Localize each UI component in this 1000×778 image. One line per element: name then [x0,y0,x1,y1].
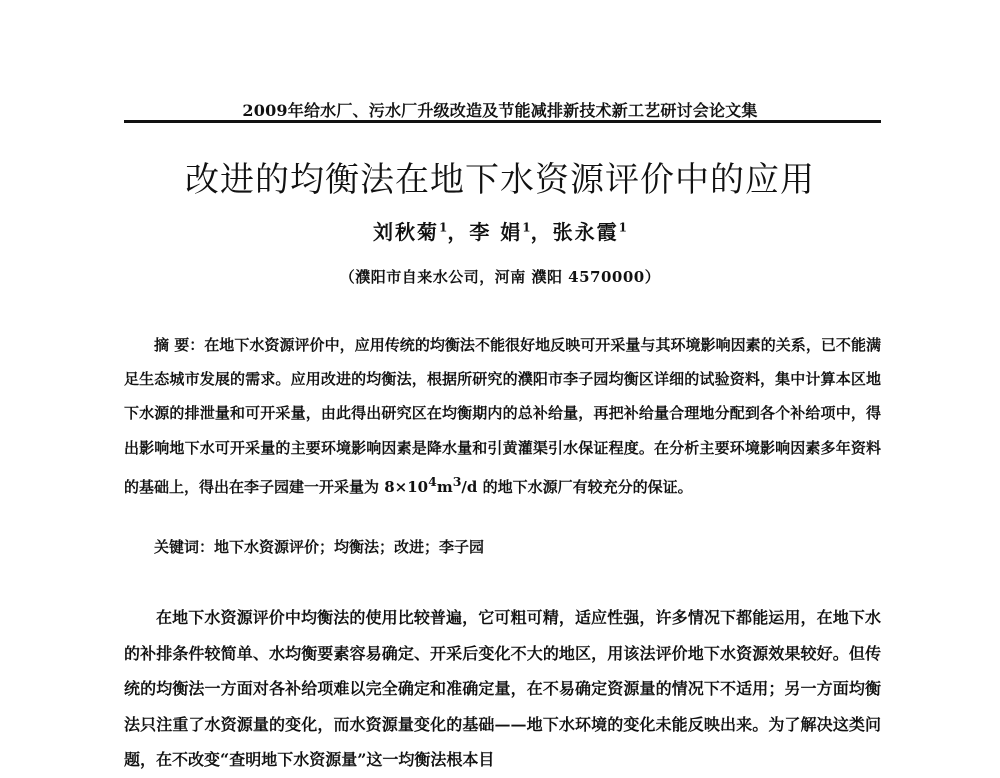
abstract-unit: m [436,477,453,496]
abstract [124,328,881,504]
author-name: 李 娟 [469,220,523,244]
affiliation: （濮阳市自来水公司，河南 濮阳 4570000） [339,268,661,286]
author-affil-mark: 1 [618,220,628,235]
author-name: 张永霞 [552,220,619,244]
keywords-label: 关键词： [154,538,215,556]
abstract-exponent: 4 [428,473,437,489]
running-header: 2009年给水厂、污水厂升级改造及节能减排新技术新工艺研讨会论文集 [242,101,758,120]
header-rule [124,120,881,123]
article-title: 改进的均衡法在地下水资源评价中的应用 [185,160,815,200]
author-affil-mark: 1 [438,220,448,235]
abstract-exponent: 3 [452,473,462,489]
author-separator: ， [447,220,470,244]
abstract-label: 摘 要： [154,336,205,354]
body-paragraph: 在地下水资源评价中均衡法的使用比较普遍，它可粗可精，适应性强，许多情况下都能运用，在地下水的补排条件较简单、水均衡要素容易确定、开采后变化不大的地区，用该法评价地下水资源效果较好。但传统的均衡法一方面对各补给项难以完全确定和准确定量，在不易确定资源量的情况下不适用；另一方面均衡法只注重了水资源量的变化，而水资源量变化的基础——地下水环境的变化未能反映出来。为了解决这类问题，在不改变“查明地下水资源量”这一均衡法根本目 [124,608,881,769]
author-list [0,216,1000,245]
abstract-text-end: /d 的地下水源厂有较充分的保证。 [461,477,693,496]
keywords [154,536,484,557]
author-affil-mark: 1 [522,220,531,235]
keywords-text: 地下水资源评价；均衡法；改进；李子园 [214,538,485,556]
abstract-text: 在地下水资源评价中，应用传统的均衡法不能很好地反映可开采量与其环境影响因素的关系，已不能满足生态城市发展的需求。应用改进的均衡法，根据所研究的濮阳市李子园均衡区详细的试验资料，集中计算本区地下水源的排泄量和可开采量，由此得出研究区在均衡期内的总补给量，再把补给量合理地分配到各个补给项中，得出影响地下水可开采量的主要环境影响因素是降水量和引黄灌渠引水保证程度。在分析主要环境影响因素多年资料的基础上，得出在李子园建一开采量为 8×10 [124,336,881,496]
author-name: 刘秋菊 [372,220,439,244]
author-separator: ， [530,220,553,244]
